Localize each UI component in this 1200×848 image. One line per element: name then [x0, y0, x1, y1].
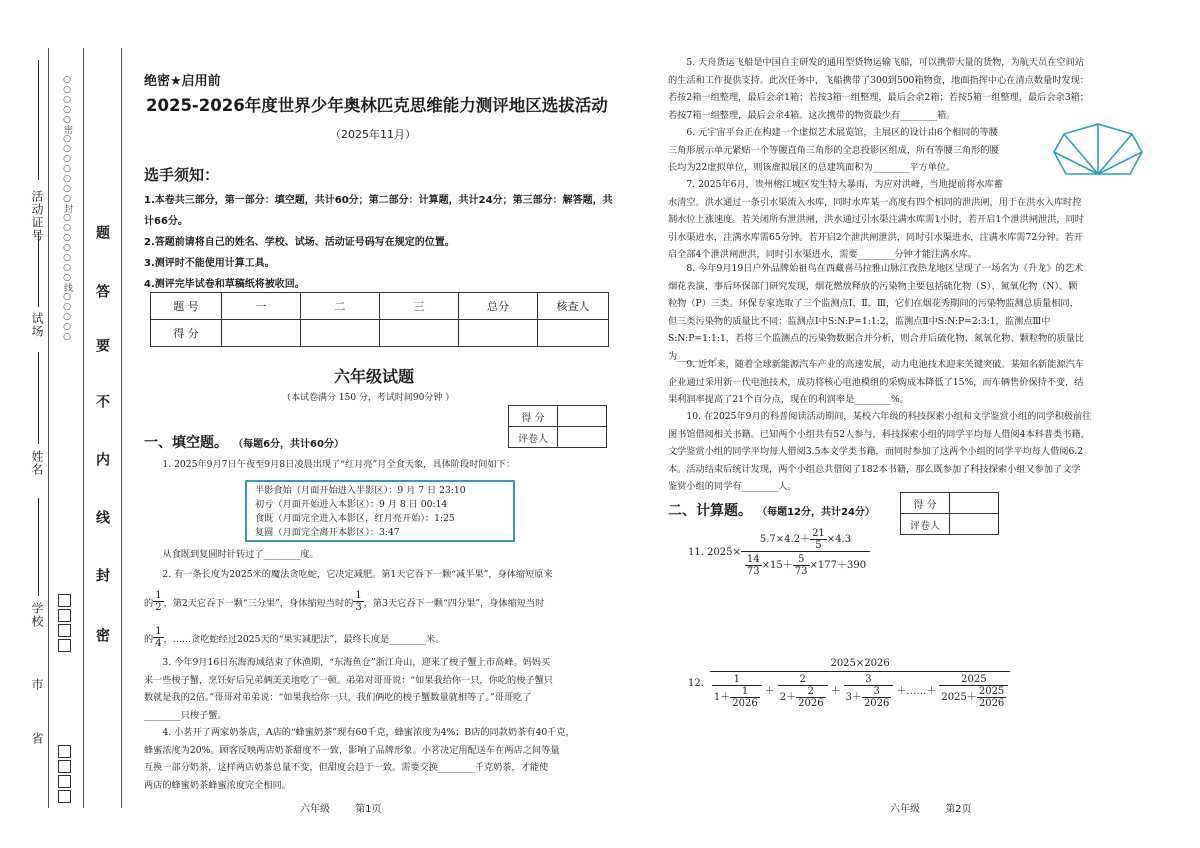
- fraction-one-third: [353, 590, 363, 613]
- question-10: [668, 408, 1153, 496]
- section2-score-box: [900, 492, 999, 535]
- digit-box[interactable]: [58, 745, 71, 758]
- field-label-room: 试场: [30, 312, 44, 338]
- seal-word: 封: [94, 568, 110, 583]
- frac-num: 2: [796, 686, 825, 698]
- score-box-label: 得 分: [901, 493, 950, 514]
- school-input-line[interactable]: [38, 498, 39, 596]
- frac-num: 5: [793, 554, 810, 566]
- score-table: [150, 292, 609, 347]
- q11-den-mid: ×15＋: [761, 560, 793, 571]
- term-den: [712, 686, 762, 709]
- digit-box[interactable]: [58, 760, 71, 773]
- q2-text: 的: [144, 597, 154, 609]
- section2-heading: [668, 500, 875, 520]
- score-cell[interactable]: [538, 320, 609, 347]
- q2-text: ，第3天它吞下一颗“四分果”，身体缩短当时: [363, 597, 545, 609]
- q1-intro: 1. 2025年9月7日午夜至9月8日凌晨出现了“红月亮”月全食天象，具体阶段时间如下：: [162, 459, 516, 470]
- id-input-line[interactable]: [38, 60, 39, 180]
- page1-footer: [300, 800, 382, 815]
- notice-heading: 选手须知：: [144, 166, 220, 184]
- term-int: 2025＋: [941, 692, 977, 703]
- frac-num: 2025: [978, 686, 1005, 697]
- field-label-city: 市: [30, 678, 44, 691]
- question-4: [144, 724, 614, 794]
- digit-box[interactable]: [58, 609, 71, 622]
- term-int: 3＋: [845, 692, 862, 703]
- seal-word: 线: [94, 510, 110, 525]
- eclipse-phase: 食既（月面完全进入本影区，红月亮开始）：1:25: [255, 513, 455, 524]
- frac-den: 2: [155, 602, 162, 613]
- term-int: 2＋: [779, 692, 797, 703]
- notice-item: 1.本卷共三部分，第一部分：填空题，共计60分；第二部分：计算题，共计24分；第三部分：解答题，共计66分。: [144, 195, 613, 227]
- footer-page: 第2页: [945, 804, 972, 815]
- q8-line: S:N:P=1:1:1，若将三个监测点的污染物数据合并分析，则合并后硫化物、氮氧化物、颗粒物的质量比: [668, 333, 1085, 344]
- frac-num: 1: [730, 686, 759, 698]
- term-num: 2: [778, 674, 828, 686]
- section1-title: 一、填空题。: [144, 435, 228, 451]
- question-7: [668, 176, 1153, 264]
- q11-big-fraction: [741, 528, 870, 577]
- score-header: 核查人: [538, 293, 609, 320]
- q7-line: 水清空。洪水通过一条引水渠流入水库，同时水库某一高度有四个相同的泄洪闸，用于在洪水入库时控: [668, 196, 1082, 208]
- q10-line: 10. 在2025年9月的科普阅读活动期间，某校六年级的科技探索小组和文学鉴赏小组的同学积极前往: [686, 411, 1092, 422]
- q3-line: 3. 今年9月16日东海海域结束了休渔期，“东海鱼仓”浙江舟山，迎来了梭子蟹上市高峰。妈妈买: [162, 657, 551, 668]
- score-box-label: 评卷人: [901, 514, 950, 535]
- room-input-line[interactable]: [38, 232, 39, 307]
- question-5: [668, 54, 1153, 124]
- footer-grade: 六年级: [890, 804, 920, 815]
- q1-eclipse-box: [245, 480, 515, 542]
- term-den: [939, 686, 1008, 709]
- q6-line: 6. 元宇宙平台正在构建一个虚拟艺术展览馆，主展区的设计由6个相同的等腰: [686, 127, 998, 138]
- question-12: [688, 658, 1010, 709]
- digit-box[interactable]: [58, 790, 71, 803]
- score-cell[interactable]: [380, 320, 459, 347]
- q7-line: 启全部4个泄洪闸泄洪，同时引水渠进水，需要________分钟才能注满水库。: [668, 249, 978, 260]
- q12-term: [778, 674, 828, 709]
- page2-footer: [890, 800, 972, 815]
- q10-line: 本。活动结束后统计发现，两个小组总共借阅了182本书籍，那么既参加了科技探索小组又参加了文学: [668, 463, 1081, 475]
- section2-note: （每题12分，共计24分）: [757, 507, 875, 518]
- q7-line: 7. 2025年6月，贵州榕江城区发生特大暴雨，为应对洪峰，当地提前将水库蓄: [686, 179, 1003, 190]
- q3-line: ________只梭子蟹。: [144, 709, 227, 721]
- score-box-cell[interactable]: [558, 427, 607, 448]
- frac-den: 73: [746, 566, 760, 577]
- q2-text: ，第2天它吞下一颗“三分果”，身体缩短当时的: [163, 597, 354, 609]
- notice-item: 4.测评完毕试卷和草稿纸将被收回。: [144, 279, 305, 290]
- q9-line: 9. 近年来，随着全球新能源汽车产业的高速发展，动力电池技术迎来关键突破。某知名新能源汽车: [686, 359, 1084, 370]
- q7-line: 制水位上涨速度。若关闭所有泄洪闸，洪水通过引水渠注满水库需1小时，若开启1个泄洪闸泄洪，同时: [668, 214, 1084, 225]
- q3-line: 数就是我的2倍。”哥哥对弟弟说：“如果我给你一只，我们俩吃的梭子蟹数量就相等了。”哥哥吃了: [144, 692, 532, 703]
- q2-text: ，……贪吃蛇经过2025天的“果实减肥法”，最终长度是________米。: [163, 633, 445, 645]
- score-box-cell[interactable]: [950, 514, 999, 535]
- q11-num-b: ×4.3: [826, 534, 852, 545]
- q1-end: 从食既到复圆时针转过了________度。: [162, 549, 319, 560]
- q11-den-end: ×177＋390: [809, 560, 867, 571]
- term-den: [778, 686, 828, 709]
- q4-line: 蜂蜜浓度为20%。顾客反映两店奶茶甜度不一致，影响了品牌形象。小茗决定用配送车在两店之间等量: [144, 744, 560, 756]
- q2-text: 的: [144, 633, 154, 645]
- frac-num: 21: [812, 528, 825, 539]
- frac-num: 1: [355, 590, 362, 601]
- seal-word: 题: [94, 225, 110, 240]
- q8-line: 为________。: [668, 350, 724, 362]
- frac-num: 1: [155, 626, 162, 637]
- score-row-label: 得 分: [151, 320, 222, 347]
- q10-line: 文学鉴赏小组的同学平均每人借阅3.5本文学类书籍，而同时参加了这两个小组的同学平均每人借阅6.2: [668, 446, 1084, 457]
- q2-line: 2. 有一条长度为2025米的魔法贪吃蛇，它决定减肥。第1天它吞下一颗“减半果”，身体缩短原来: [162, 569, 553, 580]
- q1-answer-line: [144, 546, 614, 564]
- q4-line: 4. 小茗开了两家奶茶店，A店的“蜂蜜奶茶”现有60千克，蜂蜜浓度为4%；B店的同款奶茶有40千克，: [162, 727, 575, 738]
- exam-title: 2025-2026年度世界少年奥林匹克思维能力测评地区选拔活动: [146, 96, 608, 115]
- q12-term: [844, 674, 894, 709]
- frac-num: 14: [746, 554, 760, 565]
- q12-term: [939, 674, 1008, 709]
- term-num: 3: [844, 674, 894, 686]
- q10-line: 图书馆借阅相关书籍。已知两个小组共有52人参与，科技探索小组的同学平均每人借阅4本科普类书籍，: [668, 428, 1090, 440]
- score-box-label: 得 分: [509, 406, 558, 427]
- field-label-province: 省: [30, 732, 44, 745]
- exam-subtitle: （本试卷满分 150 分，考试时间90分钟 ）: [282, 393, 455, 403]
- section1-heading: [144, 432, 344, 452]
- province-digit-boxes: [58, 745, 71, 805]
- frac-den: 5: [815, 540, 822, 551]
- q3-line: 来一些梭子蟹，烹饪好后兄弟俩美美地吃了一顿。弟弟对哥哥说：“如果我给你一只，你吃的梭子蟹只: [144, 674, 553, 686]
- q9-line: 企业通过采用新一代电池技术，成功将核心电池模组的采购成本降低了15%，而车辆售价保持不变，结: [668, 376, 1084, 388]
- term-num: 1: [712, 674, 762, 686]
- plus-sign: ＋: [830, 686, 841, 697]
- seal-circle-line: ○○○○○密○○○○○○○封○○○○○○○线○○○○○: [62, 75, 72, 342]
- field-label-name: 姓名: [30, 450, 44, 476]
- id-digit-boxes: [58, 594, 71, 654]
- digit-box[interactable]: [58, 775, 71, 788]
- seal-word: 密: [94, 628, 110, 643]
- question-6: [668, 124, 1053, 177]
- q11-num-a: 5.7×4.2＋: [759, 534, 811, 545]
- plus-sign: ＋: [764, 686, 775, 697]
- digit-box[interactable]: [58, 594, 71, 607]
- q7-line: 引水渠进水，注满水库需65分钟。若开启2个泄洪闸泄洪，同时引水渠进水，注满水库需72分钟。若开: [668, 231, 1084, 243]
- question-9: [668, 356, 1153, 409]
- section1-note: （每题6分，共计60分）: [233, 439, 344, 450]
- exam-date: （2025年11月）: [330, 128, 416, 141]
- q12-denominator: [710, 672, 1010, 709]
- q5-line: 若按7箱一组整理，最后会余4箱。这次携带的物资最少有________箱。: [668, 109, 956, 121]
- term-den: [844, 686, 894, 709]
- seal-word: 答: [94, 284, 110, 299]
- score-cell[interactable]: [222, 320, 301, 347]
- exhibit-hall-figure: [1052, 122, 1144, 176]
- ellipsis-plus: ＋……＋: [896, 686, 937, 697]
- score-header: 二: [301, 293, 380, 320]
- frac-den: 3: [355, 602, 362, 613]
- fraction-one-quarter: [153, 626, 163, 649]
- question-3: [144, 654, 614, 724]
- q5-line: 的生活和工作提供支持。此次任务中，飞船携带了300到500箱物资，地面指挥中心在清点数量时发现：: [668, 74, 1089, 86]
- eclipse-phase: 初亏（月面开始进入本影区）：9 月 8 日 00:14: [255, 499, 448, 510]
- field-label-id: 活动证号: [30, 190, 44, 242]
- seal-word: 要: [94, 338, 110, 353]
- score-header: 总分: [459, 293, 538, 320]
- notice-item: 3.测评时不能使用计算工具。: [144, 258, 275, 269]
- q10-line: 鉴赏小组的同学有________人。: [668, 481, 797, 492]
- q4-line: 互换一部分奶茶，这样两店奶茶总量不变，但甜度会趋于一致。需要交换________千克奶茶，才能使: [144, 762, 549, 773]
- score-header: 题 号: [151, 293, 222, 320]
- frac-num: 1: [155, 590, 162, 601]
- question-2: [144, 566, 614, 656]
- frac-den: 4: [155, 638, 162, 649]
- q5-line: 若按2箱一组整理，最后会余1箱；若按3箱一组整理，最后会余2箱；若按5箱一组整理，最后会余3箱；: [668, 92, 1089, 103]
- q6-line: 长均为22虚拟单位，则该虚拟展区的总建筑面积为________平方单位。: [668, 162, 956, 173]
- q6-line: 三角形展示单元紧贴一个等腰直角三角形的全息投影区组成，所有等腰三角形的腰: [668, 144, 999, 156]
- frac-den: 2026: [978, 698, 1005, 709]
- q9-line: 果利润率提高了21个百分点，现在的利润率是________%。: [668, 394, 909, 405]
- section1-score-box: [508, 405, 607, 448]
- term-int: 1＋: [713, 692, 731, 703]
- secret-label: 绝密★启用前: [144, 74, 221, 89]
- q11-numerator: [741, 528, 870, 552]
- score-box-cell[interactable]: [558, 406, 607, 427]
- q5-line: 5. 天舟货运飞船是中国自主研发的通用型货物运输飞船，可以携带大量的货物，为航天员在空间站: [686, 57, 1084, 68]
- fraction-one-half: [153, 590, 163, 613]
- q12-big-fraction: [710, 658, 1010, 709]
- q11-denominator: [741, 552, 870, 577]
- field-label-school: 学校: [30, 602, 44, 628]
- term-num: 2025: [939, 674, 1008, 686]
- q12-numerator: 2025×2026: [710, 658, 1010, 672]
- question-8: [668, 260, 1153, 365]
- frac-den: 2026: [732, 698, 758, 709]
- q4-line: 两店的蜂蜜奶茶蜂蜜浓度完全相同。: [144, 779, 291, 791]
- digit-box[interactable]: [58, 639, 71, 652]
- seal-word: 不: [94, 394, 110, 409]
- grade-title: 六年级试题: [334, 367, 415, 386]
- score-header: 一: [222, 293, 301, 320]
- question-11: [688, 528, 870, 577]
- q8-line: 粒物（P）三类。环保专家选取了三个监测点Ⅰ、Ⅱ、Ⅲ，它们在烟花秀期间的污染物监测总质量相同，: [668, 298, 1079, 309]
- notice-list: [144, 190, 614, 295]
- notice-item: 2.答题前请将自己的姓名、学校、试场、活动证号码写在规定的位置。: [144, 237, 455, 248]
- q12-label: 12.: [688, 678, 704, 689]
- score-cell[interactable]: [301, 320, 380, 347]
- score-box-cell[interactable]: [950, 493, 999, 514]
- eclipse-phase: 复圆（月面完全离开本影区）：3:47: [255, 527, 400, 538]
- eclipse-phase: 半影食始（月面开始进入半影区）：9 月 7 日 23:10: [255, 485, 466, 496]
- seal-word: 内: [94, 452, 110, 467]
- question-1: [144, 456, 614, 474]
- frac-den: 73: [794, 566, 808, 577]
- score-header: 三: [380, 293, 459, 320]
- digit-box[interactable]: [58, 624, 71, 637]
- score-cell[interactable]: [459, 320, 538, 347]
- footer-page: 第1页: [355, 804, 382, 815]
- q8-line: 但三类污染物的质量比不同：监测点Ⅰ中S:N:P=1:1:2，监测点Ⅱ中S:N:P=2:3:1，监测点Ⅲ中: [668, 315, 1051, 327]
- q8-line: 烟花表演，事后环保部门研究发现，烟花燃放释放的污染物主要包括硫化物（S）、氮氧化物（N）、颗: [668, 280, 1078, 292]
- score-box-label: 评卷人: [509, 427, 558, 448]
- name-input-line[interactable]: [38, 352, 39, 444]
- frac-den: 2026: [798, 698, 824, 709]
- footer-grade: 六年级: [300, 804, 330, 815]
- frac-num: 3: [862, 686, 891, 698]
- frac-den: 2026: [863, 698, 890, 709]
- section2-title: 二、计算题。: [668, 503, 752, 519]
- q8-line: 8. 今年9月19日户外品牌始祖鸟在西藏喜马拉雅山脉江孜热龙地区呈现了一场名为《升龙》的艺术: [686, 263, 1084, 274]
- q12-term: [712, 674, 762, 709]
- q11-label: 11. 2025×: [688, 547, 741, 558]
